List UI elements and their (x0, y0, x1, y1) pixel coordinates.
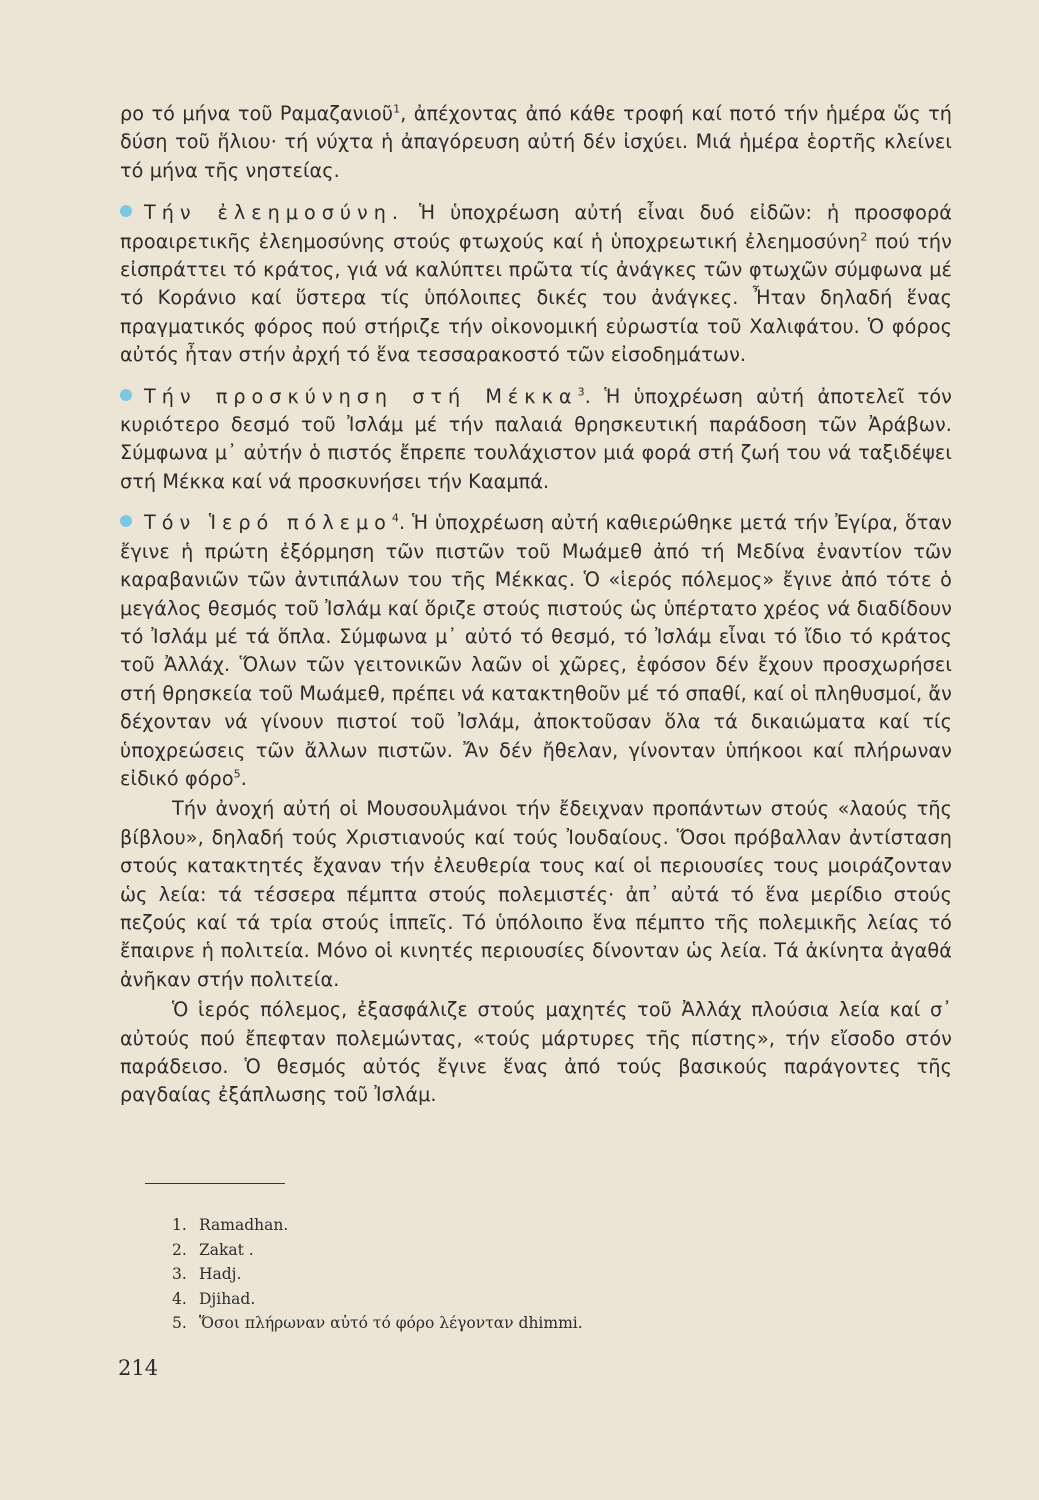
bullet-dot-icon (120, 515, 132, 527)
footnote-ref-2: 2 (860, 230, 868, 244)
paragraph-ramadan-continuation: ρο τό μήνα τοῦ Ραμαζανιοῦ$^1$, ἀπέχοντας ἀπό κάθε τροφή καί ποτό τήν ἡμέρα ὥς τή δύση τοῦ ἥλιου· τή νύχτα ἡ ἀπαγόρευση αὐτή δέν ἰσχύει. Μιά ἡμέρα ἑορτῆς κλείνει τό μήνα τῆς νηστείας. (120, 102, 952, 182)
page-number: 214 (118, 1356, 159, 1380)
footnote-ref-4: 4 (391, 511, 400, 525)
footnotes (172, 1213, 772, 1336)
footnote-item: 5. Ὅσοι πλήρωναν αὐτό τό φόρο λέγονταν dhimmi. (172, 1314, 583, 1333)
footnote-item: 4. Djihad. (172, 1289, 256, 1308)
footnote-ref-1: 1 (393, 102, 401, 116)
footnote-ref-5: 5 (233, 767, 241, 781)
bullet-dot-icon (120, 389, 132, 401)
footnote-item: 1. Ramadhan. (172, 1216, 289, 1234)
paragraph-pilgrimage: Τήν προσκύνηση στή Μέκκα$^3$. Ἡ ὑποχρέωση αὐτή ἀποτελεῖ τόν κυριότερο δεσμό τοῦ Ἰσλάμ μέ τήν παλαιά θρησκευτική παράδοση τῶν Ἀράβων. Σύμφωνα μ᾽ αὐτήν ὁ πιστός ἔπρεπε τουλάχιστον μιά φορά στή ζωή του νά ταξιδέψει στή Μέκκα καί νά προσκυνήσει τήν Κααμπά. (120, 384, 952, 493)
bullet-dot-icon (120, 205, 132, 217)
body-text (120, 100, 952, 1112)
section-heading-holy-war: Τόν Ἱερό πόλεμο (144, 511, 392, 535)
section-heading-pilgrimage: Τήν προσκύνηση στή Μέκκα (144, 384, 578, 408)
paragraph-holy-war: Τόν Ἱερό πόλεμο$^4$. Ἡ ὑποχρέωση αὐτή καθιερώθηκε μετά τήν Ἐγίρα, ὅταν ἔγινε ἡ πρώτη ἐξόρμηση τῶν πιστῶν τοῦ Μωάμεθ ἀπό τή Μεδίνα ἐναντίον τῶν καραβανιῶν τῶν ἀντιπάλων του τῆς Μέκκας. Ὁ «ἱερός πόλεμος» ἔγινε ἀπό τότε ὁ μεγάλος θεσμός τοῦ Ἰσλάμ καί ὅριζε στούς πιστούς ὡς ὑπέρτατο χρέος νά διαδίδουν τό Ἰσλάμ μέ τά ὅπλα. Σύμφωνα μ᾽ αὐτό τό θεσμό, τό Ἰσλάμ εἶναι τό ἴδιο τό κράτος τοῦ Ἀλλάχ. Ὅλων τῶν γειτονικῶν λαῶν οἱ χῶρες, ἐφόσον δέν ἔχουν προσχωρήσει στή θρησκεία τοῦ Μωάμεθ, πρέπει νά κατακτηθοῦν μέ τό σπαθί, καί οἱ πληθυσμοί, ἄν δέχονταν νά γίνουν πιστοί τοῦ Ἰσλάμ, ἀποκτοῦσαν ὅλα τά δικαιώματα καί τίς ὑποχρεώσεις τῶν ἄλλων πιστῶν. Ἄν δέν ἤθελαν, γίνονταν ὑπήκοοι καί πλήρωναν εἰδικό φόρο$^5$. (120, 511, 953, 790)
section-heading-almsgiving: Τήν ἐλεημοσύνη. (144, 201, 404, 225)
paragraph-conclusion: Ὁ ἱερός πόλεμος, ἐξασφάλιζε στούς μαχητές τοῦ Ἀλλάχ πλούσια λεία καί σ᾽ αὐτούς πού ἔπεφταν πολεμώντας, «τούς μάρτυρες τῆς πίστης», τήν εἴσοδο στόν παράδεισο. Ὁ θεσμός αὐτός ἔγινε ἕνας ἀπό τούς βασικούς παράγοντες τῆς ραγδαίας ἐξάπλωσης τοῦ Ἰσλάμ. (120, 998, 952, 1107)
footnote-ref-3: 3 (577, 385, 585, 399)
footnote-divider (145, 1183, 285, 1184)
paragraph-tolerance: Τήν ἀνοχή αὐτή οἱ Μουσουλμάνοι τήν ἔδειχναν προπάντων στούς «λαούς τῆς βίβλου», δηλαδή τούς Χριστιανούς καί τούς Ἰουδαίους. Ὅσοι πρόβαλλαν ἀντίσταση στούς κατακτητές ἔχαναν τήν ἐλευθερία τους καί οἱ περιουσίες τους μοιράζονταν ὡς λεία: τά τέσσερα πέμπτα στούς πολεμιστές· ἀπ᾽ αὐτά τό ἕνα μερίδιο στούς πεζούς καί τά τρία στούς ἱππεῖς. Τό ὑπόλοιπο ἕνα πέμπτο τῆς πολεμικῆς λείας τό ἔπαιρνε ἡ πολιτεία. Μόνο οἱ κινητές περιουσίες δίνονταν ὡς λεία. Τά ἀκίνητα ἀγαθά ἀνῆκαν στήν πολιτεία. (120, 797, 952, 991)
footnote-item: 2. Zakat . (172, 1240, 254, 1259)
paragraph-almsgiving: Τήν ἐλεημοσύνη. Ἡ ὑποχρέωση αὐτή εἶναι δυό εἰδῶν: ἡ προσφορά προαιρετικῆς ἐλεημοσύνης στούς φτωχούς καί ἡ ὑποχρεωτική ἐλεημοσύνη$^2$ πού τήν εἰσπράττει τό κράτος, γιά νά καλύπτει πρῶτα τίς ἀνάγκες τῶν φτωχῶν σύμφωνα μέ τό Κοράνιο καί ὕστερα τίς ὑπόλοιπες δικές του ἀνάγκες. Ἦταν δηλαδή ἕνας πραγματικός φόρος πού στήριζε τήν οἰκονομική εὐρωστία τοῦ Χαλιφάτου. Ὁ φόρος αὐτός ἦταν στήν ἀρχή τό ἕνα τεσσαρακοστό τῶν εἰσοδημάτων. (120, 201, 952, 367)
footnote-item: 3. Hadj. (172, 1265, 242, 1284)
